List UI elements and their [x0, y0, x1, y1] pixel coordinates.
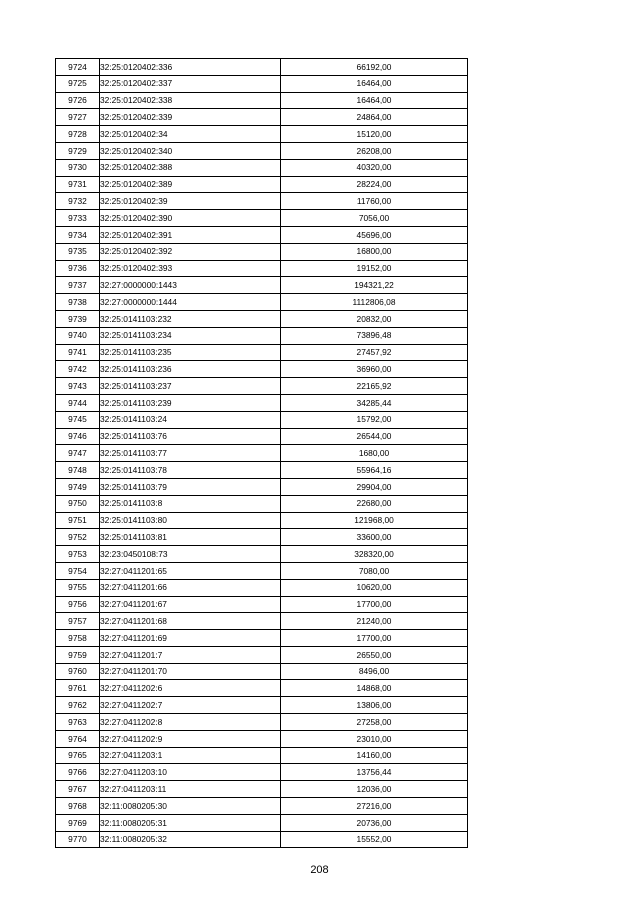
table-row	[56, 411, 468, 428]
cadastral-number-cell: 32:25:0141103:237	[100, 378, 281, 395]
value-cell: 1112806,08	[281, 294, 468, 311]
table-row	[56, 747, 468, 764]
value-cell: 24864,00	[281, 109, 468, 126]
page-number: 208	[310, 864, 329, 876]
value-cell: 7056,00	[281, 210, 468, 227]
cadastral-number-cell: 32:25:0120402:340	[100, 142, 281, 159]
table-row	[56, 126, 468, 143]
row-number-cell: 9757	[56, 613, 100, 630]
row-number-cell: 9736	[56, 260, 100, 277]
row-number-cell: 9768	[56, 798, 100, 815]
table-row	[56, 512, 468, 529]
table-row	[56, 730, 468, 747]
row-number-cell: 9753	[56, 546, 100, 563]
cadastral-number-cell: 32:25:0120402:392	[100, 243, 281, 260]
table-row	[56, 781, 468, 798]
cadastral-number-cell: 32:27:0411201:67	[100, 596, 281, 613]
cadastral-number-cell: 32:27:0411203:1	[100, 747, 281, 764]
row-number-cell: 9759	[56, 646, 100, 663]
value-cell: 328320,00	[281, 546, 468, 563]
row-number-cell: 9743	[56, 378, 100, 395]
table-row	[56, 562, 468, 579]
value-cell: 10620,00	[281, 579, 468, 596]
value-cell: 27258,00	[281, 714, 468, 731]
row-number-cell: 9748	[56, 462, 100, 479]
value-cell: 55964,16	[281, 462, 468, 479]
table-row	[56, 529, 468, 546]
cadastral-number-cell: 32:25:0120402:34	[100, 126, 281, 143]
value-cell: 66192,00	[281, 59, 468, 76]
cadastral-number-cell: 32:25:0120402:39	[100, 193, 281, 210]
table-row	[56, 646, 468, 663]
value-cell: 33600,00	[281, 529, 468, 546]
table-row	[56, 428, 468, 445]
row-number-cell: 9744	[56, 394, 100, 411]
table-row	[56, 613, 468, 630]
parcel-value-table	[55, 58, 468, 848]
table-row	[56, 478, 468, 495]
value-cell: 34285,44	[281, 394, 468, 411]
row-number-cell: 9741	[56, 344, 100, 361]
row-number-cell: 9740	[56, 327, 100, 344]
cadastral-number-cell: 32:27:0411201:66	[100, 579, 281, 596]
cadastral-number-cell: 32:25:0141103:8	[100, 495, 281, 512]
table-row	[56, 697, 468, 714]
cadastral-number-cell: 32:25:0141103:232	[100, 310, 281, 327]
table-row	[56, 310, 468, 327]
cadastral-number-cell: 32:27:0411202:9	[100, 730, 281, 747]
row-number-cell: 9745	[56, 411, 100, 428]
row-number-cell: 9762	[56, 697, 100, 714]
value-cell: 16464,00	[281, 75, 468, 92]
cadastral-number-cell: 32:27:0411201:70	[100, 663, 281, 680]
row-number-cell: 9733	[56, 210, 100, 227]
table-row	[56, 361, 468, 378]
table-row	[56, 394, 468, 411]
table-row	[56, 831, 468, 848]
table-row	[56, 226, 468, 243]
table-row	[56, 378, 468, 395]
row-number-cell: 9769	[56, 814, 100, 831]
row-number-cell: 9758	[56, 630, 100, 647]
cadastral-number-cell: 32:25:0141103:236	[100, 361, 281, 378]
value-cell: 27457,92	[281, 344, 468, 361]
cadastral-number-cell: 32:27:0000000:1443	[100, 277, 281, 294]
cadastral-number-cell: 32:11:0080205:30	[100, 798, 281, 815]
row-number-cell: 9767	[56, 781, 100, 798]
cadastral-number-cell: 32:25:0141103:234	[100, 327, 281, 344]
cadastral-number-cell: 32:25:0141103:24	[100, 411, 281, 428]
table-row	[56, 663, 468, 680]
row-number-cell: 9734	[56, 226, 100, 243]
cadastral-number-cell: 32:27:0411203:10	[100, 764, 281, 781]
row-number-cell: 9770	[56, 831, 100, 848]
cadastral-number-cell: 32:27:0411203:11	[100, 781, 281, 798]
cadastral-number-cell: 32:25:0120402:389	[100, 176, 281, 193]
table-row	[56, 814, 468, 831]
row-number-cell: 9728	[56, 126, 100, 143]
cadastral-number-cell: 32:25:0141103:80	[100, 512, 281, 529]
table-row	[56, 546, 468, 563]
value-cell: 7080,00	[281, 562, 468, 579]
value-cell: 23010,00	[281, 730, 468, 747]
row-number-cell: 9765	[56, 747, 100, 764]
row-number-cell: 9727	[56, 109, 100, 126]
value-cell: 17700,00	[281, 596, 468, 613]
table-row	[56, 294, 468, 311]
row-number-cell: 9726	[56, 92, 100, 109]
value-cell: 19152,00	[281, 260, 468, 277]
cadastral-number-cell: 32:27:0411202:7	[100, 697, 281, 714]
cadastral-number-cell: 32:25:0120402:388	[100, 159, 281, 176]
table-row	[56, 277, 468, 294]
row-number-cell: 9742	[56, 361, 100, 378]
table-row	[56, 327, 468, 344]
value-cell: 121968,00	[281, 512, 468, 529]
table-row	[56, 344, 468, 361]
cadastral-number-cell: 32:25:0120402:339	[100, 109, 281, 126]
row-number-cell: 9766	[56, 764, 100, 781]
table-row	[56, 630, 468, 647]
cadastral-number-cell: 32:27:0411201:69	[100, 630, 281, 647]
table-row	[56, 680, 468, 697]
cadastral-number-cell: 32:25:0120402:391	[100, 226, 281, 243]
table-row	[56, 159, 468, 176]
cadastral-number-cell: 32:25:0120402:337	[100, 75, 281, 92]
value-cell: 16800,00	[281, 243, 468, 260]
cadastral-number-cell: 32:23:0450108:73	[100, 546, 281, 563]
table-row	[56, 75, 468, 92]
value-cell: 27216,00	[281, 798, 468, 815]
cadastral-number-cell: 32:25:0120402:338	[100, 92, 281, 109]
row-number-cell: 9731	[56, 176, 100, 193]
table-row	[56, 92, 468, 109]
cadastral-number-cell: 32:27:0411202:8	[100, 714, 281, 731]
row-number-cell: 9730	[56, 159, 100, 176]
row-number-cell: 9747	[56, 445, 100, 462]
value-cell: 29904,00	[281, 478, 468, 495]
row-number-cell: 9725	[56, 75, 100, 92]
cadastral-number-cell: 32:11:0080205:32	[100, 831, 281, 848]
row-number-cell: 9761	[56, 680, 100, 697]
cadastral-number-cell: 32:25:0141103:81	[100, 529, 281, 546]
cadastral-number-cell: 32:25:0141103:78	[100, 462, 281, 479]
row-number-cell: 9732	[56, 193, 100, 210]
row-number-cell: 9756	[56, 596, 100, 613]
row-number-cell: 9755	[56, 579, 100, 596]
cadastral-number-cell: 32:27:0411201:65	[100, 562, 281, 579]
cadastral-number-cell: 32:25:0120402:393	[100, 260, 281, 277]
table-row	[56, 596, 468, 613]
row-number-cell: 9746	[56, 428, 100, 445]
value-cell: 26550,00	[281, 646, 468, 663]
table-row	[56, 109, 468, 126]
cadastral-number-cell: 32:25:0141103:77	[100, 445, 281, 462]
cadastral-number-cell: 32:27:0000000:1444	[100, 294, 281, 311]
table-row	[56, 142, 468, 159]
row-number-cell: 9724	[56, 59, 100, 76]
value-cell: 12036,00	[281, 781, 468, 798]
value-cell: 20736,00	[281, 814, 468, 831]
table-body	[56, 59, 468, 848]
value-cell: 17700,00	[281, 630, 468, 647]
table-row	[56, 176, 468, 193]
row-number-cell: 9754	[56, 562, 100, 579]
value-cell: 15552,00	[281, 831, 468, 848]
cadastral-number-cell: 32:25:0141103:79	[100, 478, 281, 495]
cadastral-number-cell: 32:27:0411202:6	[100, 680, 281, 697]
value-cell: 36960,00	[281, 361, 468, 378]
row-number-cell: 9760	[56, 663, 100, 680]
value-cell: 20832,00	[281, 310, 468, 327]
table-row	[56, 764, 468, 781]
value-cell: 22680,00	[281, 495, 468, 512]
row-number-cell: 9752	[56, 529, 100, 546]
value-cell: 21240,00	[281, 613, 468, 630]
cadastral-number-cell: 32:27:0411201:68	[100, 613, 281, 630]
value-cell: 11760,00	[281, 193, 468, 210]
table-row	[56, 462, 468, 479]
value-cell: 73896,48	[281, 327, 468, 344]
value-cell: 1680,00	[281, 445, 468, 462]
row-number-cell: 9739	[56, 310, 100, 327]
row-number-cell: 9749	[56, 478, 100, 495]
value-cell: 13756,44	[281, 764, 468, 781]
value-cell: 13806,00	[281, 697, 468, 714]
cadastral-number-cell: 32:11:0080205:31	[100, 814, 281, 831]
row-number-cell: 9735	[56, 243, 100, 260]
row-number-cell: 9737	[56, 277, 100, 294]
row-number-cell: 9750	[56, 495, 100, 512]
table-row	[56, 579, 468, 596]
value-cell: 40320,00	[281, 159, 468, 176]
value-cell: 16464,00	[281, 92, 468, 109]
value-cell: 8496,00	[281, 663, 468, 680]
table-row	[56, 260, 468, 277]
value-cell: 194321,22	[281, 277, 468, 294]
table-row	[56, 714, 468, 731]
value-cell: 26544,00	[281, 428, 468, 445]
cadastral-number-cell: 32:25:0141103:235	[100, 344, 281, 361]
value-cell: 45696,00	[281, 226, 468, 243]
row-number-cell: 9751	[56, 512, 100, 529]
cadastral-number-cell: 32:25:0120402:336	[100, 59, 281, 76]
table-row	[56, 495, 468, 512]
value-cell: 14160,00	[281, 747, 468, 764]
table-row	[56, 243, 468, 260]
row-number-cell: 9738	[56, 294, 100, 311]
cadastral-number-cell: 32:25:0120402:390	[100, 210, 281, 227]
value-cell: 15792,00	[281, 411, 468, 428]
cadastral-number-cell: 32:25:0141103:76	[100, 428, 281, 445]
table-row	[56, 445, 468, 462]
row-number-cell: 9763	[56, 714, 100, 731]
value-cell: 28224,00	[281, 176, 468, 193]
table-row	[56, 59, 468, 76]
row-number-cell: 9729	[56, 142, 100, 159]
value-cell: 22165,92	[281, 378, 468, 395]
table-row	[56, 193, 468, 210]
cadastral-number-cell: 32:27:0411201:7	[100, 646, 281, 663]
row-number-cell: 9764	[56, 730, 100, 747]
table-row	[56, 210, 468, 227]
table-row	[56, 798, 468, 815]
value-cell: 14868,00	[281, 680, 468, 697]
value-cell: 15120,00	[281, 126, 468, 143]
cadastral-number-cell: 32:25:0141103:239	[100, 394, 281, 411]
value-cell: 26208,00	[281, 142, 468, 159]
